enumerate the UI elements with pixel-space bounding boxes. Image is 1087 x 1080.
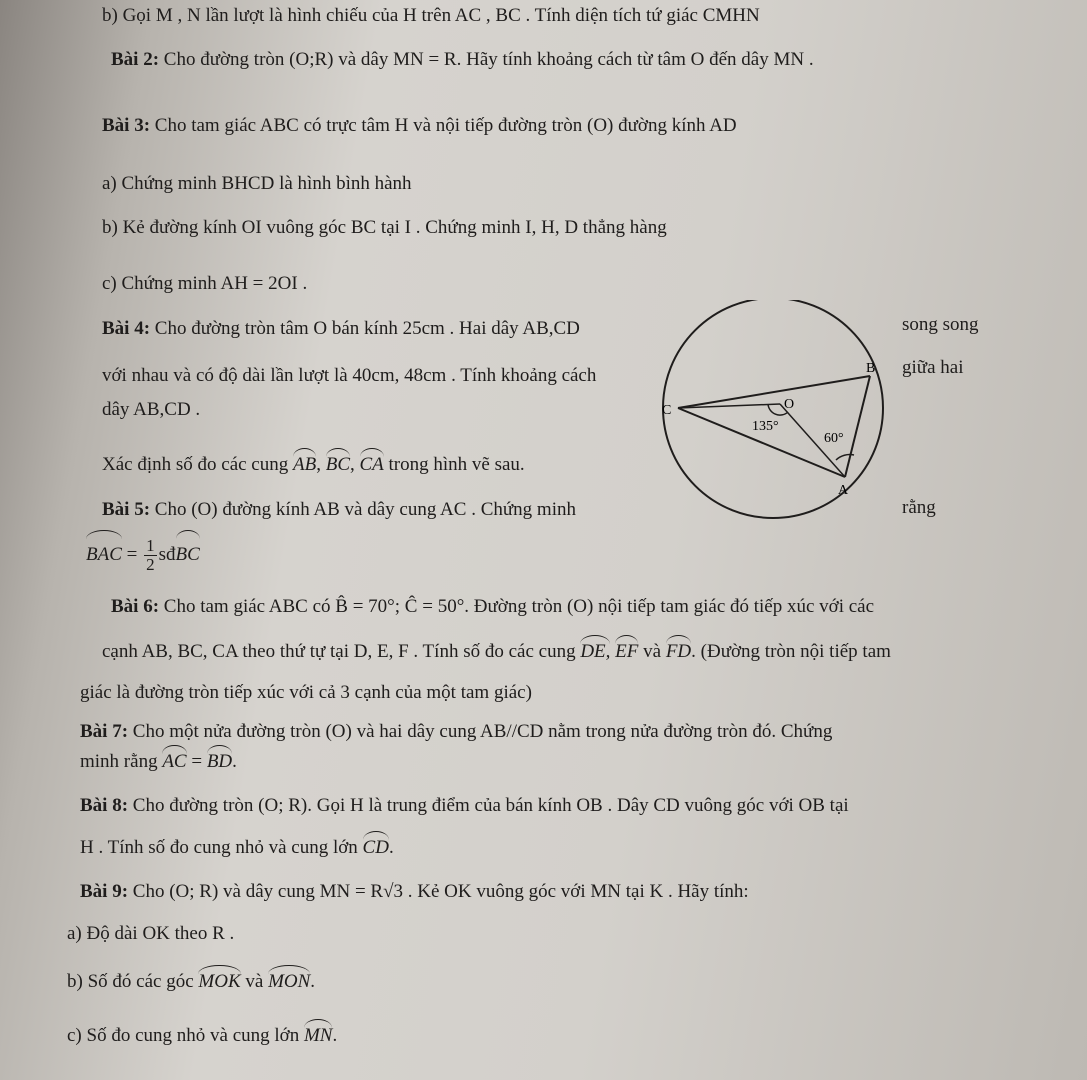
exercise-4-right-text: song song [902,314,979,335]
arc-cd: CD [362,837,389,858]
exercise-5-line: Bài 5: Cho (O) đường kính AB và dây cung AC . Chứng minh [102,499,576,520]
exercise-label: Bài 6: [111,596,160,617]
exercise-8-line-2: H . Tính số đo cung nhỏ và cung lớn CD. [80,837,394,858]
exercise-1b-line: b) Gọi M , N lần lượt là hình chiếu của H trên AC , BC . Tính diện tích tứ giác CMHN [102,5,760,26]
exercise-label: Bài 9: [80,881,129,902]
exercise-6-line-2: cạnh AB, BC, CA theo thứ tự tại D, E, F . Tính số đo các cung DE, EF và FD. (Đường tròn nội tiếp tam [102,641,891,662]
label-135: 135° [752,419,779,434]
arc-fd: FD [665,641,692,662]
exercise-2-line: Bài 2: Cho đường tròn (O;R) và dây MN = R. Hãy tính khoảng cách từ tâm O đến dây MN . [111,49,814,70]
exercise-3-line: Bài 3: Cho tam giác ABC có trực tâm H và nội tiếp đường tròn (O) đường kính AD [102,115,737,136]
exercise-5-formula: BAC = $\frac{1}{2}$ sđBC [86,536,200,575]
exercise-label: Bài 8: [80,795,129,816]
exercise-label: Bài 4: [102,318,151,339]
exercise-6-line: Bài 6: Cho tam giác ABC có B̂ = 70°; Ĉ = 50°. Đường tròn (O) nội tiếp tam giác đó tiếp xúc với các [111,596,875,617]
exercise-4-right-text-2: giữa hai [902,357,964,378]
arc-mn: MN [303,1025,333,1046]
arc-bac: BAC [86,535,122,575]
exercise-3b-line: b) Kẻ đường kính OI vuông góc BC tại I . Chứng minh I, H, D thẳng hàng [102,217,667,238]
arc-ac: AC [162,751,187,772]
arc-bd: BD [206,751,233,772]
exercise-9c-line: c) Số đo cung nhỏ và cung lớn MN. [67,1025,338,1046]
exercise-8-line: Bài 8: Cho đường tròn (O; R). Gọi H là trung điểm của bán kính OB . Dây CD vuông góc với OB tại [80,795,849,816]
angle-mok: MOK [198,971,241,992]
label-c: C [662,403,672,418]
exercise-4-line-2: với nhau và có độ dài lần lượt là 40cm, 48cm . Tính khoảng cách [102,365,597,386]
exercise-3a-line: a) Chứng minh BHCD là hình bình hành [102,173,412,194]
exercise-6-line-3: giác là đường tròn tiếp xúc với cả 3 cạnh của một tam giác) [80,682,532,703]
exercise-9b-line: b) Số đó các góc MOK và MON. [67,971,316,992]
circle [663,300,883,518]
label-60: 60° [824,431,844,446]
exercise-9a-line: a) Độ dài OK theo R . [67,923,235,944]
arc-bc: BC [325,454,350,475]
chord-ba [845,376,870,477]
exercise-label: Bài 5: [102,499,151,520]
arc-ca: CA [359,454,384,475]
exercise-label: Bài 7: [80,721,129,742]
fraction-half: $\frac{1}{2}$ [146,536,155,575]
arc-bc-formula: BC [176,535,200,575]
label-b: B [866,361,876,376]
exercise-7-line: Bài 7: Cho một nửa đường tròn (O) và hai dây cung AB//CD nằm trong nửa đường tròn đó. Chứng [80,721,833,742]
chord-cb [678,376,870,408]
exercise-7-line-2: minh rằng AC = BD. [80,751,237,772]
label-a: A [838,483,849,498]
exercise-4-line-3: dây AB,CD . [102,399,201,420]
circle-figure [640,300,900,520]
exercise-5-right-text: rằng [902,497,936,518]
angle-mon: MON [268,971,311,992]
exercise-label: Bài 2: [111,49,160,70]
label-o: O [784,397,795,412]
arc-question-line: Xác định số đo các cung AB, BC, CA trong hình vẽ sau. [102,454,525,475]
exercise-9-line: Bài 9: Cho (O; R) và dây cung MN = R√3 . Kẻ OK vuông góc với MN tại K . Hãy tính: [80,881,749,902]
arc-ef: EF [615,641,639,662]
arc-ab: AB [293,454,317,475]
exercise-label: Bài 3: [102,115,151,136]
exercise-4-line: Bài 4: Cho đường tròn tâm O bán kính 25cm . Hai dây AB,CD [102,318,580,339]
exercise-3c-line: c) Chứng minh AH = 2OI . [102,273,308,294]
arc-de: DE, [580,641,611,662]
